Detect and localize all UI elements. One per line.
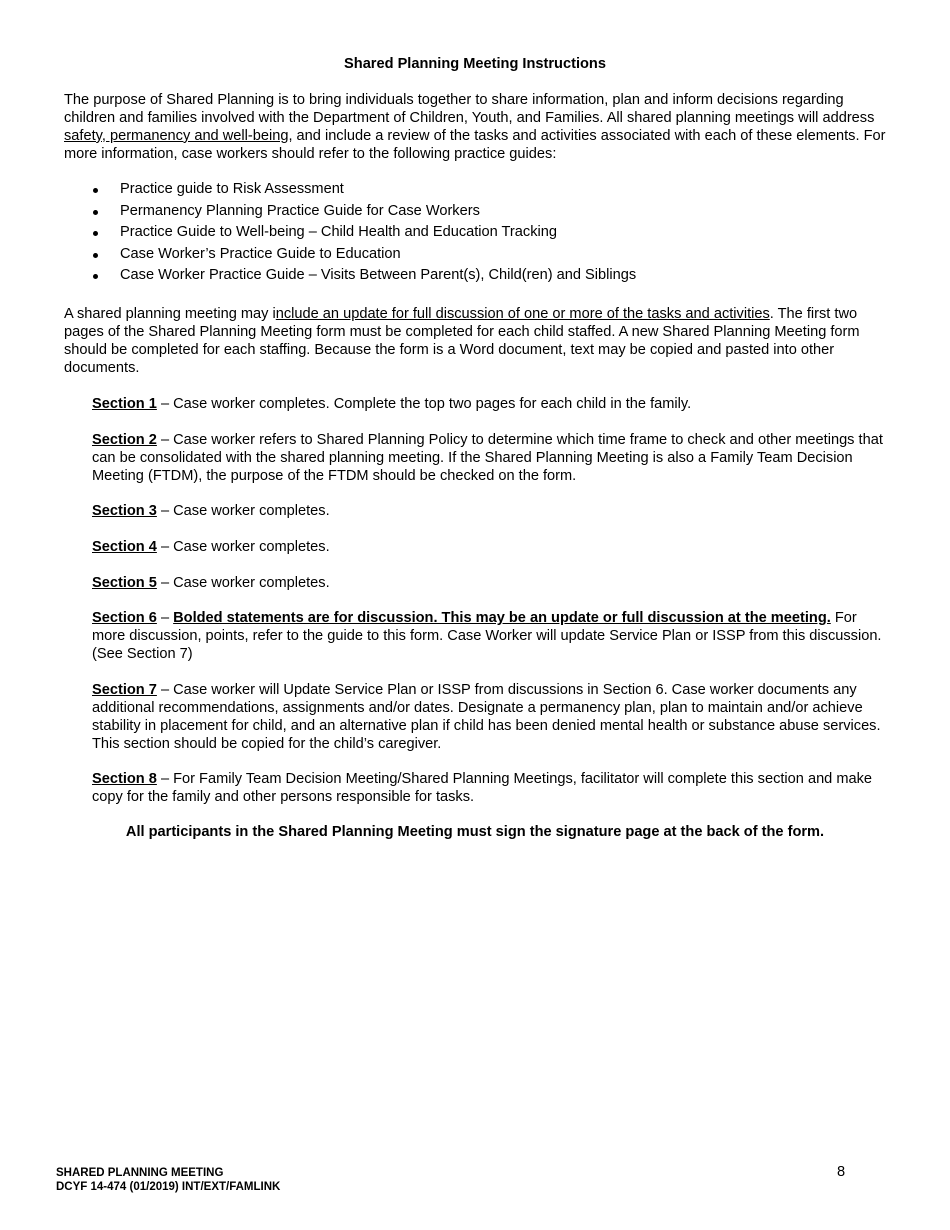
section-4-instructions: Section 4 – Case worker completes.	[92, 539, 330, 555]
section-3-label: Section 3	[92, 503, 157, 519]
list-item: Permanency Planning Practice Guide for Case Workers	[64, 203, 884, 225]
section-5-instructions: Section 5 – Case worker completes.	[92, 575, 330, 591]
practice-guides-list	[64, 181, 884, 289]
shared-planning-paragraph: A shared planning meeting may include an update for full discussion of one or more of the tasks and activities. The first two pages of the Shared Planning Meeting form must be completed for each child staffed. A new Shared Planning Meeting form should be completed for each staffing. Because the form is a Word document, text may be copied and pasted into other documents.	[64, 306, 860, 376]
section-6-bold-statement: Bolded statements are for discussion. This may be an update or full discussion at the meeting.	[173, 610, 831, 626]
page-number: 8	[837, 1164, 846, 1180]
form-footer	[56, 1166, 280, 1194]
section-3-instructions: Section 3 – Case worker completes.	[92, 503, 330, 519]
section-8-label: Section 8	[92, 771, 157, 787]
intro-paragraph: The purpose of Shared Planning is to bring individuals together to share information, plan and inform decisions regarding children and families involved with the Department of Children, Youth, and Families. All shared planning meetings will address safety, permanency and well-being, and include a review of the tasks and activities associated with each of these elements. For more information, case workers should refer to the following practice guides:	[64, 92, 886, 162]
list-item: Case Worker’s Practice Guide to Education	[64, 246, 884, 268]
intro-underlined-phrase: safety, permanency and well-being	[64, 127, 289, 144]
section-2-label: Section 2	[92, 432, 157, 448]
section-6-label: Section 6	[92, 610, 157, 626]
footer-form-title: SHARED PLANNING MEETING	[56, 1167, 224, 1179]
list-item: Practice Guide to Well-being – Child Health and Education Tracking	[64, 224, 884, 246]
para2-underlined-phrase: nclude an update for full discussion of one or more of the tasks and activities	[275, 306, 770, 322]
section-6-instructions: Section 6 – Bolded statements are for discussion. This may be an update or full discussion at the meeting. For more discussion, points, refer to the guide to this form. Case Worker will update Service Plan or ISSP from this discussion. (See Section 7)	[92, 610, 882, 662]
page-title: Shared Planning Meeting Instructions	[344, 56, 606, 72]
closing-statement: All participants in the Shared Planning Meeting must sign the signature page at the back of the form.	[125, 824, 825, 840]
section-7-label: Section 7	[92, 682, 157, 698]
section-2-instructions: Section 2 – Case worker refers to Shared Planning Policy to determine which time frame to check and other meetings that can be consolidated with the shared planning meeting. If the Shared Planning Meeting is also a Family Team Decision Meeting (FTDM), the purpose of the FTDM should be checked on the form.	[92, 432, 883, 484]
footer-form-number: DCYF 14-474 (01/2019) INT/EXT/FAMLINK	[56, 1181, 281, 1193]
section-1-instructions: Section 1 – Case worker completes. Complete the top two pages for each child in the family.	[92, 396, 692, 412]
list-item: Practice guide to Risk Assessment	[64, 181, 884, 203]
section-5-label: Section 5	[92, 575, 157, 591]
section-7-instructions: Section 7 – Case worker will Update Service Plan or ISSP from discussions in Section 6. Case worker documents any additional recommendations, assignments and/or dates. Designate a permanency plan, plan to maintain and/or achieve stability in placement for child, and an alternative plan if child has been denied mental health or substance abuse services. This section should be copied for the child’s caregiver.	[92, 682, 881, 752]
section-1-label: Section 1	[92, 396, 157, 412]
section-4-label: Section 4	[92, 539, 157, 555]
list-item: Case Worker Practice Guide – Visits Between Parent(s), Child(ren) and Siblings	[64, 267, 884, 289]
section-8-instructions: Section 8 – For Family Team Decision Meeting/Shared Planning Meetings, facilitator will complete this section and make copy for the family and other persons responsible for tasks.	[92, 771, 873, 805]
